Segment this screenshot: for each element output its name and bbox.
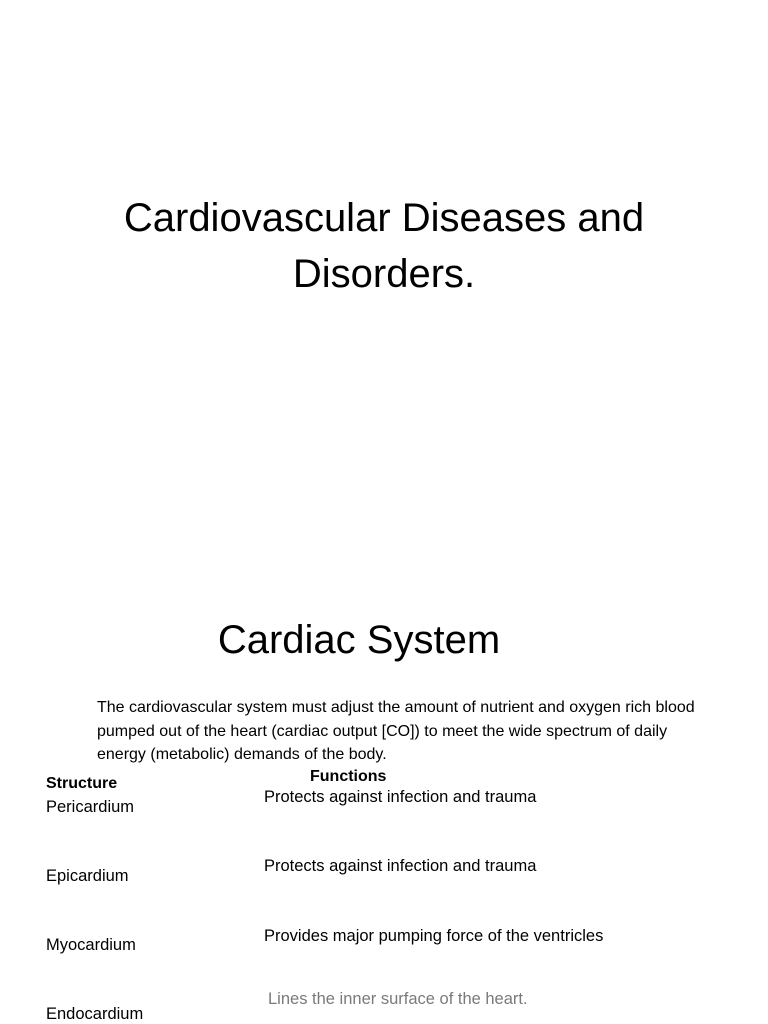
structure-cell-endocardium: Endocardium [46,1005,144,1023]
function-cell-pericardium: Protects against infection and trauma [264,788,537,806]
function-cell-epicardium: Protects against infection and trauma [264,857,537,875]
functions-column-header: Functions [310,768,387,785]
intro-paragraph: The cardiovascular system must adjust the amount of nutrient and oxygen rich blood pumped out of the heart (cardiac output [CO]) to meet the wide spectrum of daily energy (metabolic) demands of the body. [97,699,695,763]
structure-cell-epicardium: Epicardium [46,867,129,885]
structure-column-header: Structure [46,775,118,792]
function-cell-myocardium: Provides major pumping force of the ventricles [264,927,604,945]
slide-title-line-1: Cardiovascular Diseases and [123,196,645,240]
function-cell-endocardium: Lines the inner surface of the heart. [268,990,528,1008]
slide-title [40,190,728,302]
slide-title-line-2: Disorders. [292,252,476,296]
structure-cell-myocardium: Myocardium [46,936,136,954]
section-title: Cardiac System [217,618,501,662]
structure-cell-pericardium: Pericardium [46,798,135,816]
